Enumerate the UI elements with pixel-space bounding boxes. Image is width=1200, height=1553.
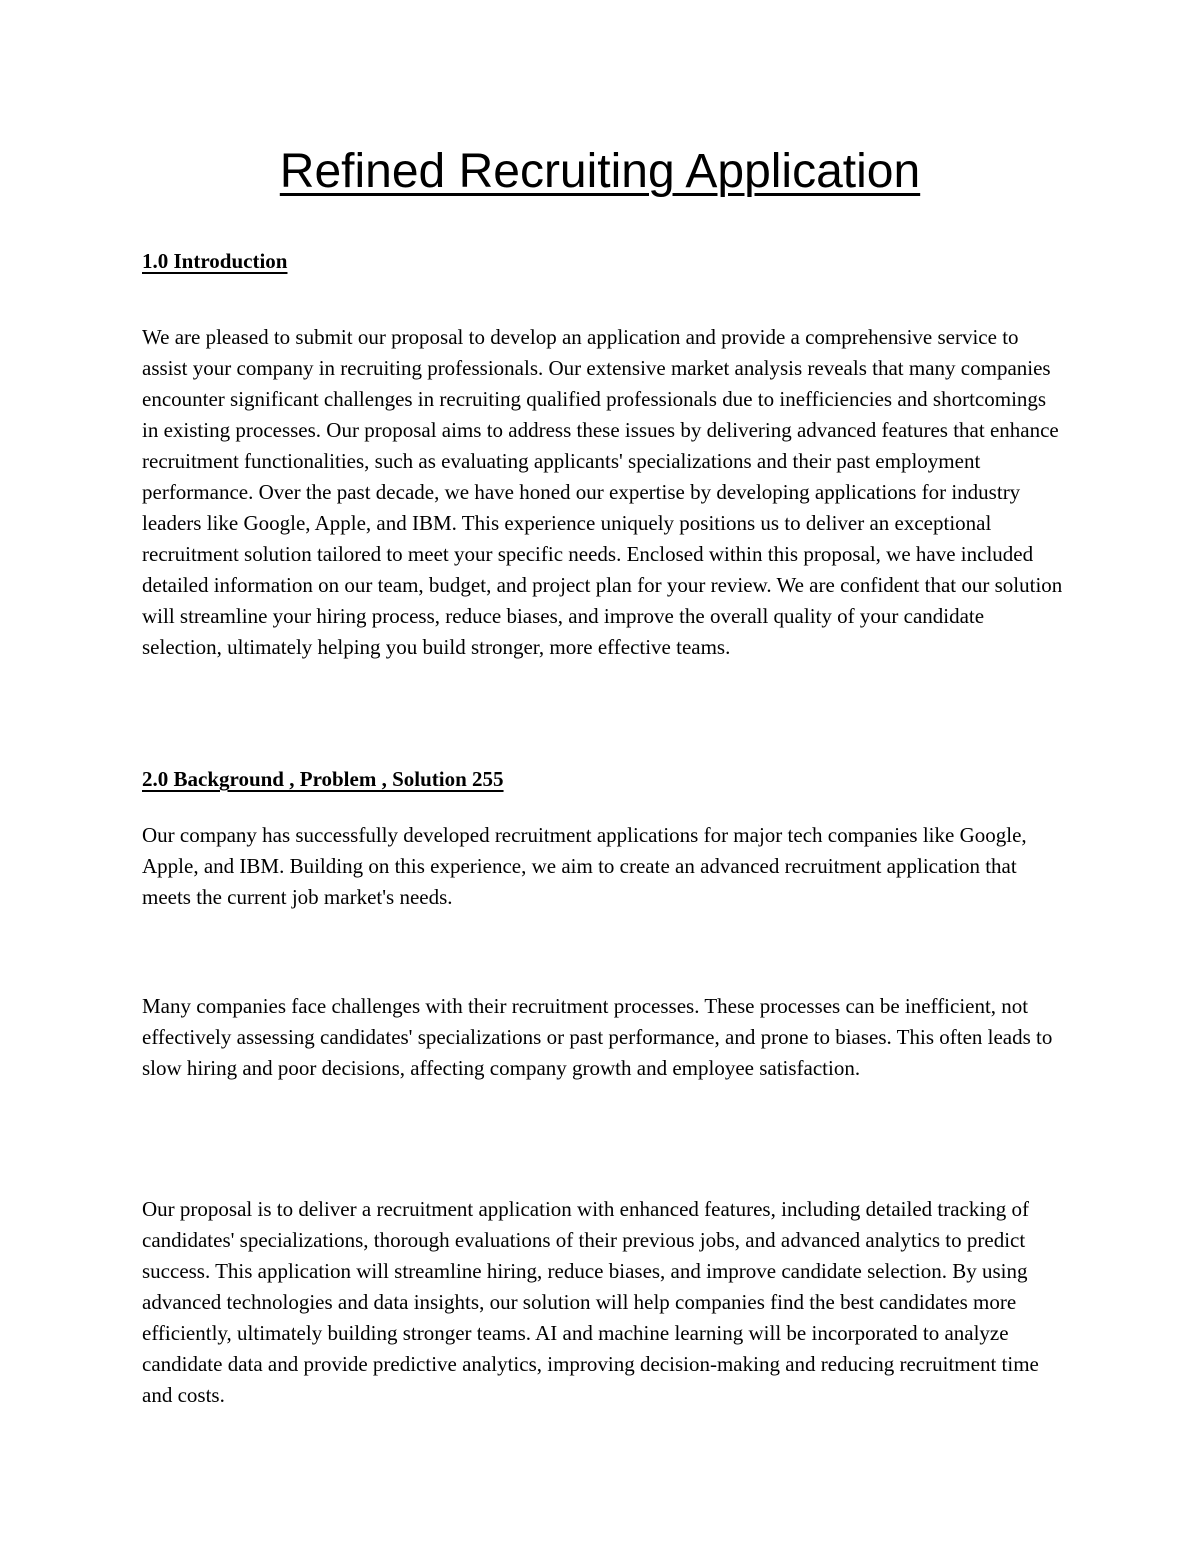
section-heading-introduction: 1.0 Introduction [142,249,288,273]
background-paragraph: Our company has successfully developed recruitment applications for major tech companies like Google, Apple, and IBM. Building on this experience, we aim to create an advanced recruitment application that meets the current job market's needs. [142,823,1027,909]
introduction-paragraph: We are pleased to submit our proposal to develop an application and provide a comprehensive service to assist your company in recruiting professionals. Our extensive market analysis reveals that many companies encounter significant challenges in recruiting qualified professionals due to inefficiencies and shortcomings in existing processes. Our proposal aims to address these issues by delivering advanced features that enhance recruitment functionalities, such as evaluating applicants' specializations and their past employment performance. Over the past decade, we have honed our expertise by developing applications for industry leaders like Google, Apple, and IBM. This experience uniquely positions us to deliver an exceptional recruitment solution tailored to meet your specific needs. Enclosed within this proposal, we have included detailed information on our team, budget, and project plan for your review. We are confident that our solution will streamline your hiring process, reduce biases, and improve the overall quality of your candidate selection, ultimately helping you build stronger, more effective teams. [142,325,1063,659]
document-title: Refined Recruiting Application [279,145,921,198]
solution-paragraph: Our proposal is to deliver a recruitment application with enhanced features, including detailed tracking of candidates' specializations, thorough evaluations of their previous jobs, and advanced analytics to predict success. This application will streamline hiring, reduce biases, and improve candidate selection. By using advanced technologies and data insights, our solution will help companies find the best candidates more efficiently, ultimately building stronger teams. AI and machine learning will be incorporated to analyze candidate data and provide predictive analytics, improving decision-making and reducing recruitment time and costs. [142,1197,1039,1407]
problem-paragraph: Many companies face challenges with their recruitment processes. These processes can be inefficient, not effectively assessing candidates' specializations or past performance, and prone to biases. This often leads to slow hiring and poor decisions, affecting company growth and employee satisfaction. [142,994,1053,1080]
section-heading-background: 2.0 Background , Problem , Solution 255 [142,767,504,791]
